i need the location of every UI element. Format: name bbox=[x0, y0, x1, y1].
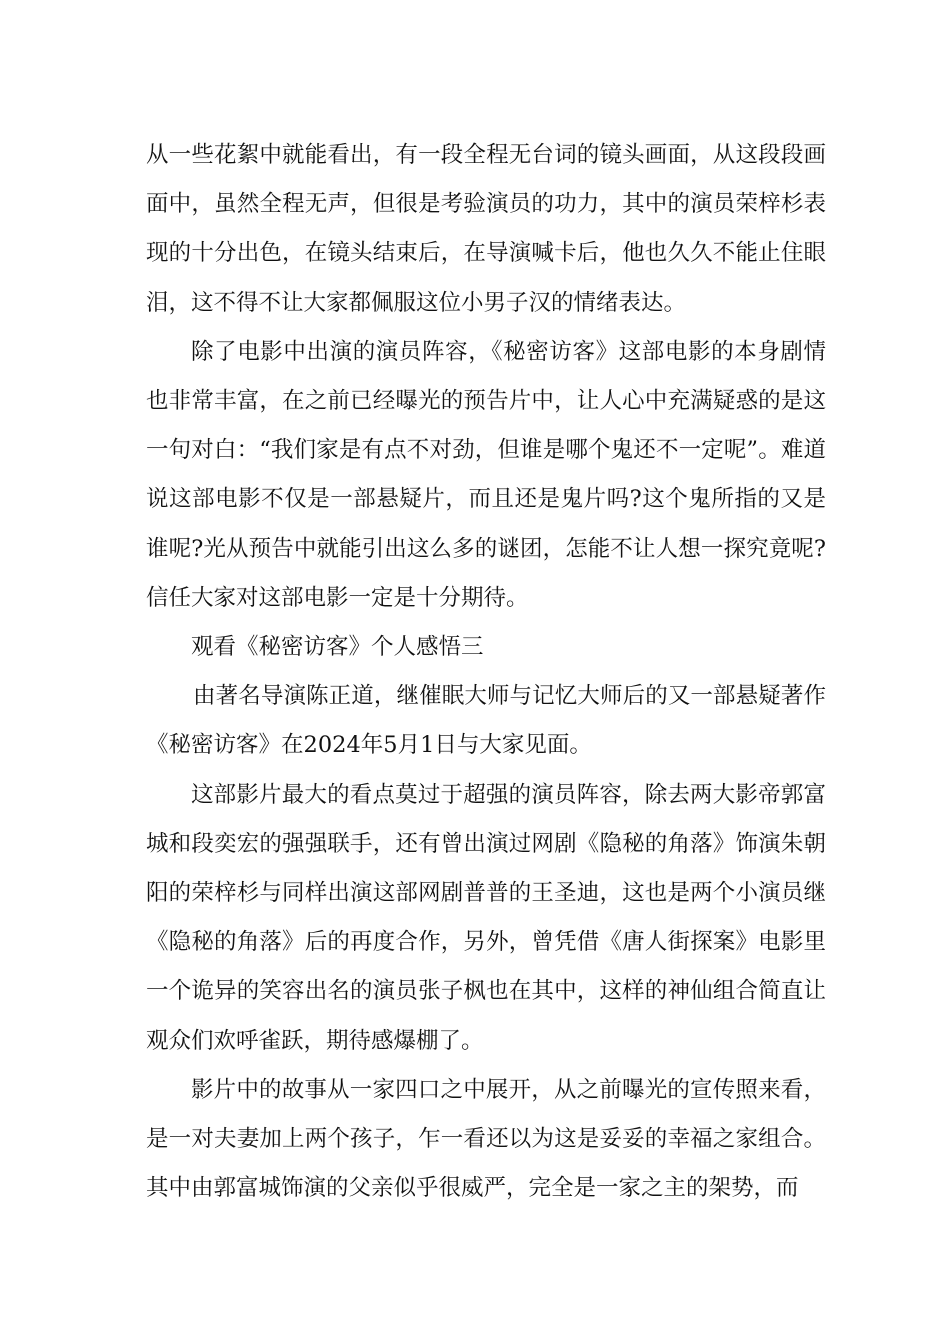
paragraph-5: 影片中的故事从一家四口之中展开，从之前曝光的宣传照来看，是一对夫妻加上两个孩子，乍一看还以为这是妥妥的幸福之家组合。其中由郭富城饰演的父亲似乎很威严，完全是一家之主的架势，而 bbox=[146, 1076, 826, 1202]
paragraph-1: 从一些花絮中就能看出，有一段全程无台词的镜头画面，从这段段画面中，虽然全程无声，但很是考验演员的功力，其中的演员荣梓杉表现的十分出色，在镜头结束后，在导演喊卡后，他也久久不能止住眼泪，这不得不让大家都佩服这位小男子汉的情绪表达。 bbox=[146, 142, 826, 316]
paragraph-3: 由著名导演陈正道，继催眠大师与记忆大师后的又一部悬疑著作《秘密访客》在2024年5月1日与大家见面。 bbox=[146, 683, 826, 759]
paragraph-2: 除了电影中出演的演员阵容，《秘密访客》这部电影的本身剧情也非常丰富，在之前已经曝光的预告片中，让人心中充满疑惑的是这一句对白：“我们家是有点不对劲，但谁是哪个鬼还不一定呢”。难道说这部电影不仅是一部悬疑片，而且还是鬼片吗?这个鬼所指的又是谁呢?光从预告中就能引出这么多的谜团，怎能不让人想一探究竟呢?信任大家对这部电影一定是十分期待。 bbox=[146, 338, 826, 611]
paragraph-4: 这部影片最大的看点莫过于超强的演员阵容，除去两大影帝郭富城和段奕宏的强强联手，还有曾出演过网剧《隐秘的角落》饰演朱朝阳的荣梓杉与同样出演这部网剧普普的王圣迪，这也是两个小演员继《隐秘的角落》后的再度合作，另外，曾凭借《唐人街探案》电影里一个诡异的笑容出名的演员张子枫也在其中，这样的神仙组合简直让观众们欢呼雀跃，期待感爆棚了。 bbox=[146, 781, 826, 1054]
document-body bbox=[146, 131, 826, 1213]
section-heading: 观看《秘密访客》个人感悟三 bbox=[191, 634, 484, 661]
